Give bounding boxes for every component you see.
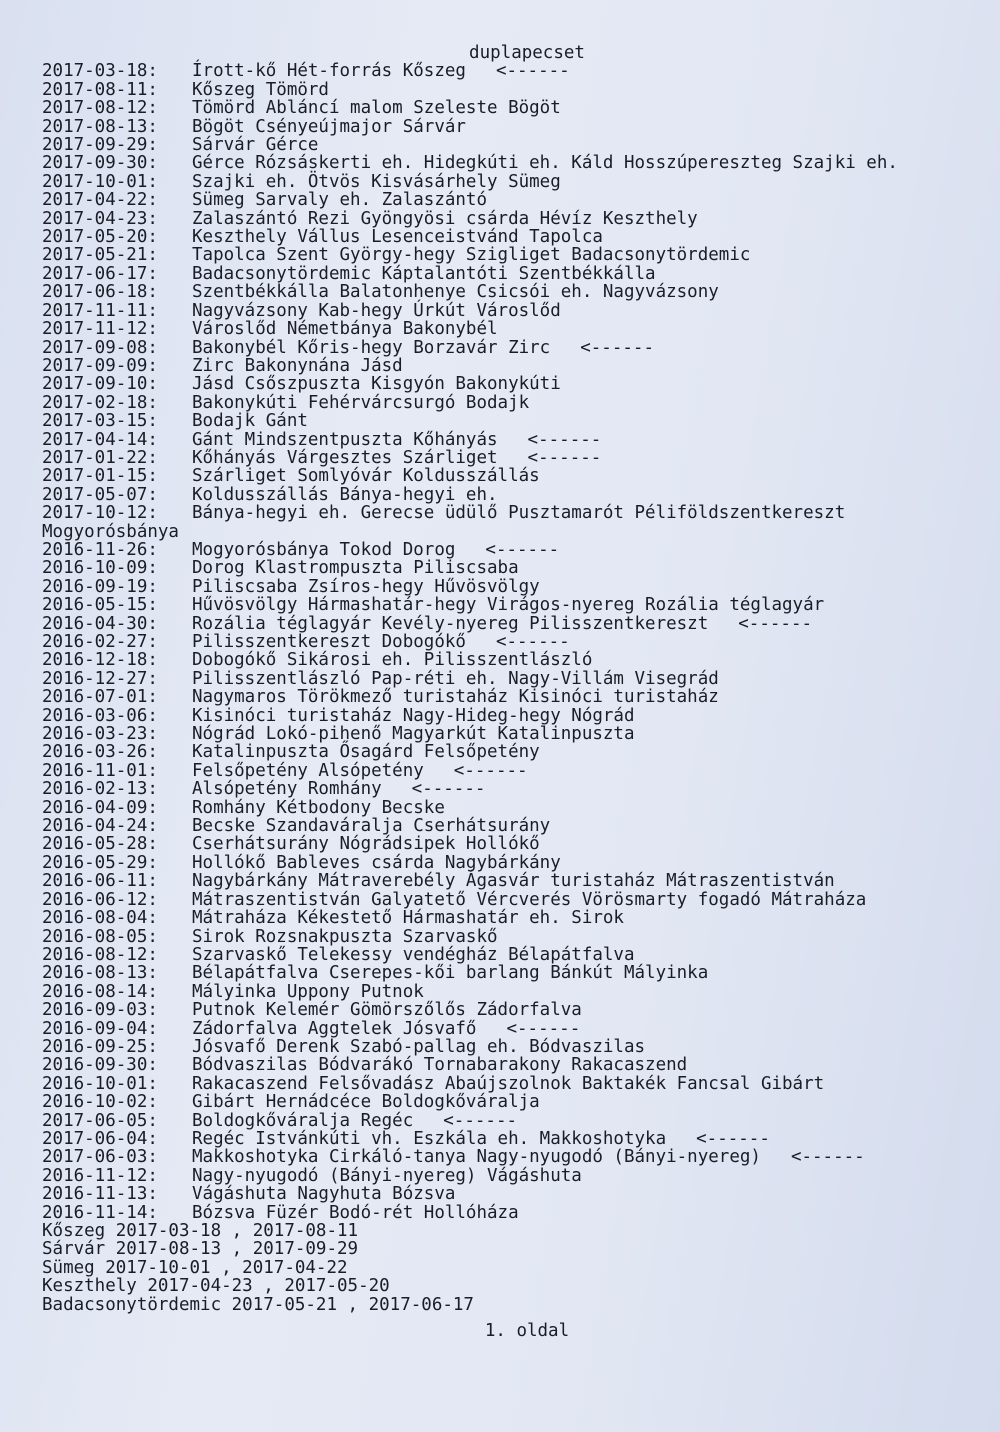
entry-date: 2016-03-06:: [42, 705, 158, 726]
entry-route-text: Rozália téglagyár Kevély-nyereg Pilisszentkereszt: [192, 613, 709, 634]
entry-date: 2016-04-30:: [42, 613, 158, 634]
entry-date: 2016-11-26:: [42, 539, 158, 560]
entry-route-text: Makkoshotyka Cirkáló-tanya Nagy-nyugodó (Bányi-nyereg): [192, 1147, 761, 1168]
entry-date: 2017-09-30:: [42, 153, 158, 174]
entry-route-text: Sirok Rozsnakpuszta Szarvaskő: [192, 926, 498, 947]
entry-route-text: Bakonybél Kőris-hegy Borzavár Zirc: [192, 337, 551, 358]
entry-date: 2016-12-27:: [42, 668, 158, 689]
arrow-marker: <------: [696, 1128, 770, 1149]
entry-date: 2017-11-12:: [42, 319, 158, 340]
entry-date: 2016-08-05:: [42, 926, 158, 947]
entry-route-text: Nógrád Lokó-pihenő Magyarkút Katalinpuszta: [192, 724, 635, 745]
entry-date: 2017-06-03:: [42, 1147, 158, 1168]
entry-route-text: Gánt Mindszentpuszta Kőhányás: [192, 429, 498, 450]
entry-route: [192, 431, 982, 449]
entry-row: [42, 302, 982, 320]
entry-row: [42, 725, 982, 743]
entry-route: [192, 799, 982, 817]
entry-route: [192, 210, 982, 228]
entry-route: [192, 615, 982, 633]
entry-date: 2017-03-15:: [42, 411, 158, 432]
entry-route: [192, 394, 982, 412]
entry-date: 2017-06-17:: [42, 263, 158, 284]
entry-row: [42, 191, 982, 209]
entry-row: [42, 265, 982, 283]
entry-route-text: Dobogókő Sikárosi eh. Pilisszentlászló: [192, 650, 593, 671]
entry-route-text: Pilisszentlászló Pap-réti eh. Nagy-Villám Visegrád: [192, 668, 719, 689]
entry-route-text: Sárvár Gérce: [192, 135, 319, 156]
entry-route: [192, 1112, 982, 1130]
entry-row: [42, 1075, 982, 1093]
entry-route-text: Mogyorósbánya Tokod Dorog: [192, 539, 456, 560]
entry-row: [42, 615, 982, 633]
entry-route: [192, 651, 982, 669]
entry-date: 2016-07-01:: [42, 687, 158, 708]
arrow-marker: <------: [495, 61, 570, 82]
summary-line: Kőszeg 2017-03-18 , 2017-08-11: [42, 1221, 359, 1241]
entry-route: [192, 339, 982, 357]
entry-row: [42, 983, 982, 1001]
entry-route: [192, 946, 982, 964]
entry-route-text: Szarvaskő Telekessy vendégház Bélapátfalva: [192, 944, 635, 965]
entry-date: 2017-03-18:: [42, 61, 158, 82]
entry-route-text: Szárliget Somlyóvár Koldusszállás: [192, 466, 540, 487]
entry-route: [192, 302, 982, 320]
entry-row: [42, 670, 982, 688]
entry-route: [192, 1001, 982, 1019]
entry-route: [192, 320, 982, 338]
entry-route-text: Piliscsaba Zsíros-hegy Hűvösvölgy: [192, 576, 540, 597]
entry-row: [42, 467, 982, 485]
entry-row: [42, 854, 982, 872]
arrow-marker: <------: [738, 613, 813, 634]
entry-route-text: Mályinka Uppony Putnok: [192, 981, 424, 1002]
entry-route-text: Bögöt Csényeújmajor Sárvár: [192, 116, 466, 137]
entry-route-text: Becske Szandaváralja Cserhátsurány: [192, 816, 551, 837]
entry-route-text: Kőhányás Várgesztes Szárliget: [192, 447, 498, 468]
entry-row: [42, 946, 982, 964]
entry-route-text: Regéc Istvánkúti vh. Eszkála eh. Makkoshotyka: [192, 1128, 667, 1149]
entry-date: 2017-05-07:: [42, 484, 158, 505]
entry-route: [192, 707, 982, 725]
entry-route: [192, 983, 982, 1001]
entry-row: [42, 320, 982, 338]
entry-route-text: Bodajk Gánt: [192, 411, 308, 432]
entry-route-text: Írott-kő Hét-forrás Kőszeg: [192, 61, 466, 82]
entry-route: [192, 1167, 982, 1185]
entry-route: [192, 633, 982, 651]
entry-route-text: Bánya-hegyi eh. Gerecse üdülő Pusztamarót Péliföldszentkereszt: [192, 503, 846, 524]
entry-route: [192, 1020, 982, 1038]
entry-route: [192, 964, 982, 982]
entry-route-text: Hollókő Bableves csárda Nagybárkány: [192, 852, 561, 873]
entry-route: [192, 1185, 982, 1203]
summary-line: Badacsonytördemic 2017-05-21 , 2017-06-17: [42, 1294, 474, 1315]
entry-row: [42, 780, 982, 798]
entry-route-text: Hűvösvölgy Hármashatár-hegy Virágos-nyereg Rozália téglagyár: [192, 595, 825, 616]
entry-route: [192, 578, 982, 596]
entry-row: [42, 412, 982, 430]
entry-date: 2016-09-04:: [42, 1018, 158, 1039]
arrow-marker: <------: [411, 779, 486, 800]
entry-route-text: Badacsonytördemic Káptalantóti Szentbékkálla: [192, 263, 656, 284]
entry-date: 2016-11-12:: [42, 1165, 158, 1186]
entry-row: [42, 136, 982, 154]
entry-route: [192, 375, 982, 393]
entry-date: 2016-08-12:: [42, 944, 158, 965]
entry-route: [192, 283, 982, 301]
entry-date: 2016-06-12:: [42, 889, 158, 910]
arrow-marker: <------: [495, 632, 570, 652]
entry-route-text: Gérce Rózsáskerti eh. Hidegkúti eh. Káld Hosszúpereszteg Szajki eh.: [192, 153, 898, 174]
entry-row: [42, 835, 982, 853]
entry-route: [192, 596, 982, 614]
entry-date: 2016-05-15:: [42, 595, 158, 616]
entry-date: 2017-04-22:: [42, 190, 158, 211]
entry-date: 2017-09-10:: [42, 374, 158, 395]
entry-row: [42, 486, 982, 504]
entry-route-text: Zádorfalva Aggtelek Jósvafő: [192, 1018, 477, 1039]
entry-row: [42, 246, 982, 264]
entry-row: [42, 596, 982, 614]
entry-row: [42, 762, 982, 780]
entry-date: 2016-10-09:: [42, 558, 158, 579]
entry-row: [42, 283, 982, 301]
entry-row: [42, 707, 982, 725]
entry-route-text: Bózsva Füzér Bodó-rét Hollóháza: [192, 1202, 519, 1223]
entry-row: [42, 62, 982, 80]
entry-row: [42, 1001, 982, 1019]
entry-route: [192, 136, 982, 154]
entry-date: 2017-06-04:: [42, 1128, 158, 1149]
entry-row: [42, 357, 982, 375]
entry-route-text: Cserhátsurány Nógrádsipek Hollókő: [192, 834, 540, 855]
entry-route: [192, 909, 982, 927]
entry-route: [192, 118, 982, 136]
entry-date: 2016-05-28:: [42, 834, 158, 855]
entry-route: [192, 486, 982, 504]
entry-row: [42, 964, 982, 982]
entry-row: [42, 1167, 982, 1185]
entry-route-text: Dorog Klastrompuszta Piliscsaba: [192, 558, 519, 579]
entry-route: [192, 1075, 982, 1093]
entry-route: [192, 762, 982, 780]
entry-date: 2017-08-11:: [42, 79, 158, 100]
arrow-marker: <------: [453, 760, 528, 781]
entry-date: 2016-09-19:: [42, 576, 158, 597]
entry-route-text: Sümeg Sarvaly eh. Zalaszántó: [192, 190, 488, 211]
entry-route-text: Nagy-nyugodó (Bányi-nyereg) Vágáshuta: [192, 1165, 582, 1186]
entry-route-text: Romhány Kétbodony Becske: [192, 797, 445, 818]
entry-route: [192, 1093, 982, 1111]
entry-date: 2016-11-01:: [42, 760, 158, 781]
entry-date: 2016-09-30:: [42, 1055, 158, 1076]
entry-row: [42, 173, 982, 191]
entry-route-text: Tömörd Abláncí malom Szeleste Bögöt: [192, 98, 561, 119]
entry-route-text: Felsőpetény Alsópetény: [192, 760, 424, 781]
entry-row: [42, 375, 982, 393]
entry-route: [192, 357, 982, 375]
entry-date: 2016-10-01:: [42, 1073, 158, 1094]
entry-route: [192, 1056, 982, 1074]
document-body: [42, 44, 982, 1340]
summary-line: Sárvár 2017-08-13 , 2017-09-29: [42, 1239, 359, 1260]
entry-route: [192, 265, 982, 283]
entry-date: 2017-09-09:: [42, 355, 158, 376]
entry-route: [192, 191, 982, 209]
arrow-marker: <------: [527, 447, 602, 468]
entry-route: [192, 817, 982, 835]
entry-route-text: Bódvaszilas Bódvarákó Tornabarakony Rakacaszend: [192, 1055, 688, 1076]
entry-route: [192, 670, 982, 688]
entry-route-text: Jásd Csőszpuszta Kisgyón Bakonykúti: [192, 374, 561, 395]
summary-list: [42, 1222, 982, 1314]
entry-date: 2017-01-15:: [42, 466, 158, 487]
entry-route: [192, 725, 982, 743]
entry-route: [192, 99, 982, 117]
arrow-marker: <------: [527, 429, 602, 450]
entry-route-text: Alsópetény Romhány: [192, 779, 382, 800]
entry-route: [192, 891, 982, 909]
entry-row: [42, 817, 982, 835]
entry-row: [42, 1185, 982, 1203]
entry-date: 2016-04-24:: [42, 816, 158, 837]
entry-row: [42, 504, 982, 522]
document-title: duplapecset: [469, 43, 585, 63]
entry-row: [42, 891, 982, 909]
entry-row: [42, 1112, 982, 1130]
entry-route-text: Katalinpuszta Ősagárd Felsőpetény: [192, 742, 540, 763]
entry-route: [192, 1038, 982, 1056]
entry-date: 2017-02-18:: [42, 392, 158, 413]
entry-date: 2016-03-26:: [42, 742, 158, 763]
entry-route: [192, 62, 982, 80]
entry-row: [42, 651, 982, 669]
entry-route: [192, 449, 982, 467]
entry-route: [192, 688, 982, 706]
entry-route-text: Rakacaszend Felsővadász Abaújszolnok Baktakék Fancsal Gibárt: [192, 1073, 825, 1094]
entry-route: [192, 780, 982, 798]
entry-route-text: Koldusszállás Bánya-hegyi eh.: [192, 484, 498, 505]
entry-row: [42, 1130, 982, 1148]
entry-route-text: Putnok Kelemér Gömörszőlős Zádorfalva: [192, 1000, 582, 1021]
entry-date: 2016-09-03:: [42, 1000, 158, 1021]
arrow-marker: <------: [485, 539, 560, 560]
entry-row: [42, 81, 982, 99]
entry-row: [42, 578, 982, 596]
entry-route-text: Mátraháza Kékestető Hármashatár eh. Sirok: [192, 908, 624, 929]
entry-date: 2016-02-27:: [42, 632, 158, 652]
entry-route-text: Bélapátfalva Cserepes-kői barlang Bánkút Mályinka: [192, 963, 709, 984]
entry-row: [42, 1148, 982, 1166]
entry-date: 2017-08-12:: [42, 98, 158, 119]
entry-date: 2016-11-13:: [42, 1184, 158, 1205]
entry-route: [192, 1130, 982, 1148]
entry-date: 2017-05-20:: [42, 227, 158, 248]
entry-row: [42, 210, 982, 228]
entry-date: 2017-10-12:: [42, 503, 158, 524]
entry-date: 2017-04-14:: [42, 429, 158, 450]
entry-route-text: Keszthely Vállus Lesenceistvánd Tapolca: [192, 227, 603, 248]
entry-date: 2016-08-04:: [42, 908, 158, 929]
entry-row: [42, 1038, 982, 1056]
entry-route-text: Boldogkőváralja Regéc: [192, 1110, 414, 1131]
entry-date: 2017-10-01:: [42, 171, 158, 192]
entry-date: 2016-05-29:: [42, 852, 158, 873]
entry-date: 2017-09-08:: [42, 337, 158, 358]
entry-row: [42, 449, 982, 467]
entry-date: 2016-03-23:: [42, 724, 158, 745]
entry-route: [192, 872, 982, 890]
entry-route-text: Zalaszántó Rezi Gyöngyösi csárda Hévíz Keszthely: [192, 208, 698, 229]
entry-row: [42, 743, 982, 761]
entry-date: 2016-08-13:: [42, 963, 158, 984]
entry-date: 2016-09-25:: [42, 1036, 158, 1057]
entry-date: 2017-05-21:: [42, 245, 158, 266]
entry-route: [192, 743, 982, 761]
arrow-marker: <------: [790, 1147, 865, 1168]
entry-row: [42, 1204, 982, 1222]
entry-row: [42, 118, 982, 136]
entry-row: [42, 431, 982, 449]
entry-route: [192, 228, 982, 246]
entry-route-text: Nagymaros Törökmező turistaház Kisinóci turistaház: [192, 687, 719, 708]
entry-row: [42, 909, 982, 927]
arrow-marker: <------: [506, 1018, 581, 1039]
page-number: 1. oldal: [484, 1321, 570, 1342]
entry-route-text: Tapolca Szent György-hegy Szigliget Badacsonytördemic: [192, 245, 751, 266]
entry-route: [192, 835, 982, 853]
entry-date: 2016-04-09:: [42, 797, 158, 818]
entry-route: [192, 928, 982, 946]
entry-route-text: Szajki eh. Ötvös Kisvásárhely Sümeg: [192, 171, 561, 192]
entry-row: [42, 1056, 982, 1074]
entry-route-text: Jósvafő Derenk Szabó-pallag eh. Bódvaszilas: [192, 1036, 646, 1057]
entry-date: 2017-06-18:: [42, 282, 158, 303]
summary-line: Sümeg 2017-10-01 , 2017-04-22: [42, 1257, 348, 1278]
entry-route: [192, 1148, 982, 1166]
entry-route: [192, 504, 982, 522]
entry-row: [42, 99, 982, 117]
entry-date: 2017-11-11:: [42, 300, 158, 321]
entry-row: [42, 559, 982, 577]
entry-row: [42, 872, 982, 890]
entry-route: [192, 854, 982, 872]
entry-route-text: Bakonykúti Fehérvárcsurgó Bodajk: [192, 392, 530, 413]
entry-route: [192, 467, 982, 485]
arrow-marker: <------: [580, 337, 654, 358]
entry-row: [42, 1020, 982, 1038]
entry-route: [192, 412, 982, 430]
entry-date: 2016-08-14:: [42, 981, 158, 1002]
entry-route: [192, 559, 982, 577]
entry-row: [42, 339, 982, 357]
entry-route-text: Szentbékkálla Balatonhenye Csicsói eh. Nagyvázsony: [192, 282, 719, 303]
entry-route: [192, 541, 982, 559]
summary-line: Keszthely 2017-04-23 , 2017-05-20: [42, 1276, 390, 1297]
entry-route: [192, 1204, 982, 1222]
entry-route-text: Kőszeg Tömörd: [192, 79, 329, 100]
entry-date: 2016-10-02:: [42, 1092, 158, 1113]
entry-row: [42, 228, 982, 246]
entry-date: 2016-06-11:: [42, 871, 158, 892]
entry-row: [42, 928, 982, 946]
entry-route: [192, 246, 982, 264]
entry-route-text: Nagyvázsony Kab-hegy Úrkút Városlőd: [192, 300, 561, 321]
entry-route-text: Városlőd Németbánya Bakonybél: [192, 319, 498, 340]
entry-row: [42, 541, 982, 559]
entry-date: 2017-01-22:: [42, 447, 158, 468]
entry-route: [192, 173, 982, 191]
entry-route-text: Pilisszentkereszt Dobogókő: [192, 632, 466, 652]
entry-row: [42, 154, 982, 172]
entry-date: 2016-02-13:: [42, 779, 158, 800]
entry-row: [42, 688, 982, 706]
entry-route-text: Gibárt Hernádcéce Boldogkőváralja: [192, 1092, 540, 1113]
entry-date: 2017-09-29:: [42, 135, 158, 156]
entry-route-text: Mátraszentistván Galyatető Vércverés Vörösmarty fogadó Mátraháza: [192, 889, 867, 910]
entry-route-text: Nagybárkány Mátraverebély Ágasvár turistaház Mátraszentistván: [192, 871, 835, 892]
entry-date: 2016-11-14:: [42, 1202, 158, 1223]
entry-row: [42, 799, 982, 817]
entry-route: [192, 81, 982, 99]
entry-date: 2017-06-05:: [42, 1110, 158, 1131]
entry-row: [42, 394, 982, 412]
entry-route-text: Vágáshuta Nagyhuta Bózsva: [192, 1184, 456, 1205]
entry-route-text: Kisinóci turistaház Nagy-Hideg-hegy Nógrád: [192, 705, 635, 726]
arrow-marker: <------: [443, 1110, 518, 1131]
entry-date: 2017-08-13:: [42, 116, 158, 137]
entry-row: [42, 1093, 982, 1111]
entry-date: 2016-12-18:: [42, 650, 158, 671]
entry-row: [42, 633, 982, 651]
entry-continuation: Mogyorósbánya: [42, 521, 179, 542]
entry-route-text: Zirc Bakonynána Jásd: [192, 355, 403, 376]
entry-list: [42, 62, 982, 1222]
entry-route: [192, 154, 982, 172]
entry-date: 2017-04-23:: [42, 208, 158, 229]
